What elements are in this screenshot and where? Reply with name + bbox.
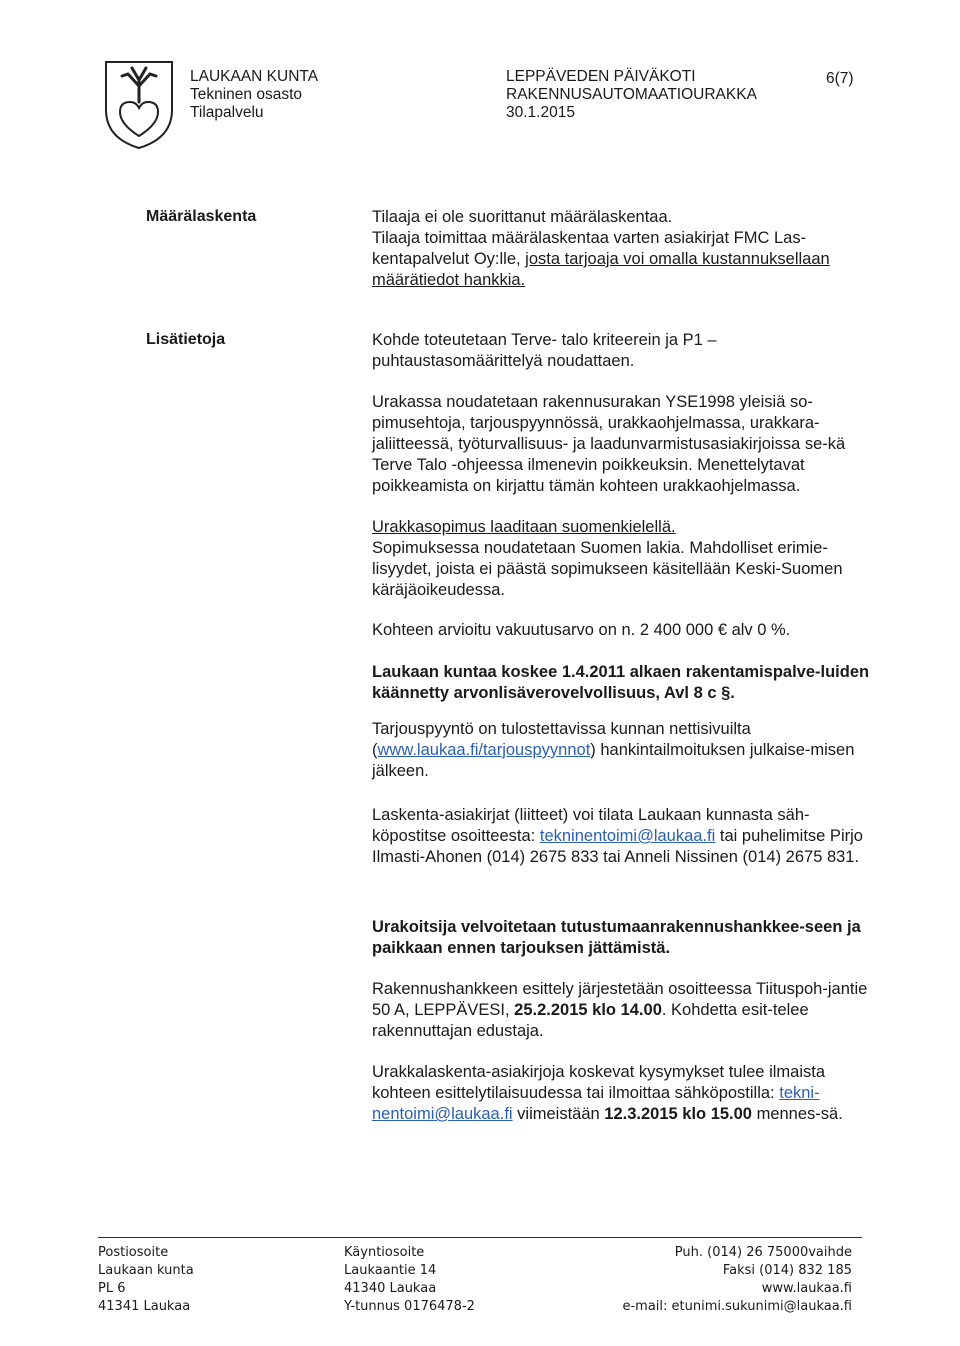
footer-visiting-address — [344, 1244, 475, 1316]
page-number: 6(7) — [826, 70, 854, 87]
org-department: Tekninen osasto — [190, 86, 303, 103]
project-name: LEPPÄVEDEN PÄIVÄKOTI — [506, 68, 696, 85]
maaralaskenta-text — [372, 207, 872, 291]
lisatietoja-p5: Laukaan kuntaa koskee 1.4.2011 alkaen rakentamispalve-luiden käännetty arvonlisäverovelvollisuus, Avl 8 c §. — [372, 663, 870, 702]
lisatietoja-p8: Urakoitsija velvoitetaan tutustumaanrakennushankkee-seen ja paikkaan ennen tarjouksen jättämistä. — [372, 918, 861, 957]
footer-email[interactable]: e-mail: etunimi.sukunimi@laukaa.fi — [622, 1299, 852, 1314]
lisatietoja-p4: Kohteen arvioitu vakuutusarvo on n. 2 400 000 € alv 0 %. — [372, 621, 791, 639]
footer-line: Y-tunnus 0176478-2 — [344, 1299, 475, 1314]
laukaa-coat-of-arms-logo — [102, 58, 176, 152]
footer-contact — [622, 1244, 852, 1316]
lisatietoja-p10: Urakkalaskenta-asiakirjoja koskevat kysymykset tulee ilmaista kohteen esittelytilaisuudessa tai ilmoittaa sähköpostilla: tekni-nentoimi@laukaa.fi viimeistään 12.3.2015 klo 15.00 mennes-sä. — [372, 1063, 843, 1123]
paragraph: Tilaaja toimittaa määrälaskentaa varten asiakirjat FMC Las-kentapalvelut Oy:lle, josta tarjoaja voi omalla kustannuksellaan määrätiedot hankkia. — [372, 229, 830, 289]
footer-postal-address — [98, 1244, 194, 1316]
email-link[interactable]: tekninentoimi@laukaa.fi — [539, 827, 716, 845]
header-project — [506, 68, 757, 122]
footer-heading: Käyntiosoite — [344, 1245, 425, 1260]
footer-line: PL 6 — [98, 1281, 126, 1296]
underlined-text: Urakkasopimus laaditaan suomenkielellä. — [372, 518, 676, 536]
header-organisation — [190, 68, 318, 122]
footer-divider — [98, 1237, 862, 1238]
section-label-maaralaskenta: Määrälaskenta — [146, 208, 257, 225]
lisatietoja-p1: Kohde toteutetaan Terve- talo kriteerein ja P1 – puhtaustasomäärittelyä noudattaen. — [372, 331, 717, 370]
footer-line: 41341 Laukaa — [98, 1299, 191, 1314]
tarjouspyynnot-link[interactable]: www.laukaa.fi/tarjouspyynnot — [377, 741, 591, 759]
footer-phone: Puh. (014) 26 75000vaihde — [674, 1245, 852, 1260]
paragraph: Tilaaja ei ole suorittanut määrälaskentaa. — [372, 208, 673, 226]
underlined-text: josta tarjoaja voi omalla kustannuksellaan määrätiedot hankkia. — [372, 250, 830, 289]
contract-name: RAKENNUSAUTOMAATIOURAKKA — [506, 86, 757, 103]
footer-fax: Faksi (014) 832 185 — [722, 1263, 852, 1278]
bold-date: 25.2.2015 klo 14.00 — [514, 1001, 662, 1019]
org-unit: Tilapalvelu — [190, 104, 264, 121]
paragraph: Sopimuksessa noudatetaan Suomen lakia. Mahdolliset erimie-lisyydet, joista ei päästä sopimukseen käsitellään Keski-Suomen käräjäoikeudessa. — [372, 539, 843, 599]
bold-deadline: 12.3.2015 klo 15.00 — [604, 1105, 752, 1123]
email-link[interactable]: tekni-nentoimi@laukaa.fi — [372, 1084, 820, 1123]
lisatietoja-p6: Tarjouspyyntö on tulostettavissa kunnan nettisivuilta (www.laukaa.fi/tarjouspyynnot) hankintailmoituksen julkaise-misen jälkeen. — [372, 720, 855, 780]
lisatietoja-p9: Rakennushankkeen esittely järjestetään osoitteessa Tiituspoh-jantie 50 A, LEPPÄVESI, 25.2.2015 klo 14.00. Kohdetta esit-telee rakennuttajan edustaja. — [372, 980, 868, 1040]
footer-line: 41340 Laukaa — [344, 1281, 437, 1296]
org-name: LAUKAAN KUNTA — [190, 68, 319, 85]
document-date: 30.1.2015 — [506, 104, 575, 121]
lisatietoja-p3 — [372, 517, 872, 601]
footer-line: Laukaantie 14 — [344, 1263, 437, 1278]
lisatietoja-p7: Laskenta-asiakirjat (liitteet) voi tilata Laukaan kunnasta säh-köpostitse osoitteesta: tekninentoimi@laukaa.fi tai puhelimitse Pirjo Ilmasti-Ahonen (014) 2675 833 tai Anneli Nissinen (014) 2675 831. — [372, 806, 863, 866]
footer-website[interactable]: www.laukaa.fi — [761, 1281, 852, 1296]
footer-line: Laukaan kunta — [98, 1263, 194, 1278]
lisatietoja-p2: Urakassa noudatetaan rakennusurakan YSE1998 yleisiä so-pimusehtoja, tarjouspyynnössä, urakkaohjelmassa, urakkara-jaliitteessä, työturvallisuus- ja laadunvarmistusasiakirjoissa se-kä Terve Talo -ohjeessa ilmenevin poikkeuksin. Menettelytavat poikkeamista on kirjattu tämän kohteen urakkaohjelmassa. — [372, 393, 846, 495]
section-label-lisatietoja: Lisätietoja — [146, 331, 226, 348]
footer-heading: Postiosoite — [98, 1245, 169, 1260]
